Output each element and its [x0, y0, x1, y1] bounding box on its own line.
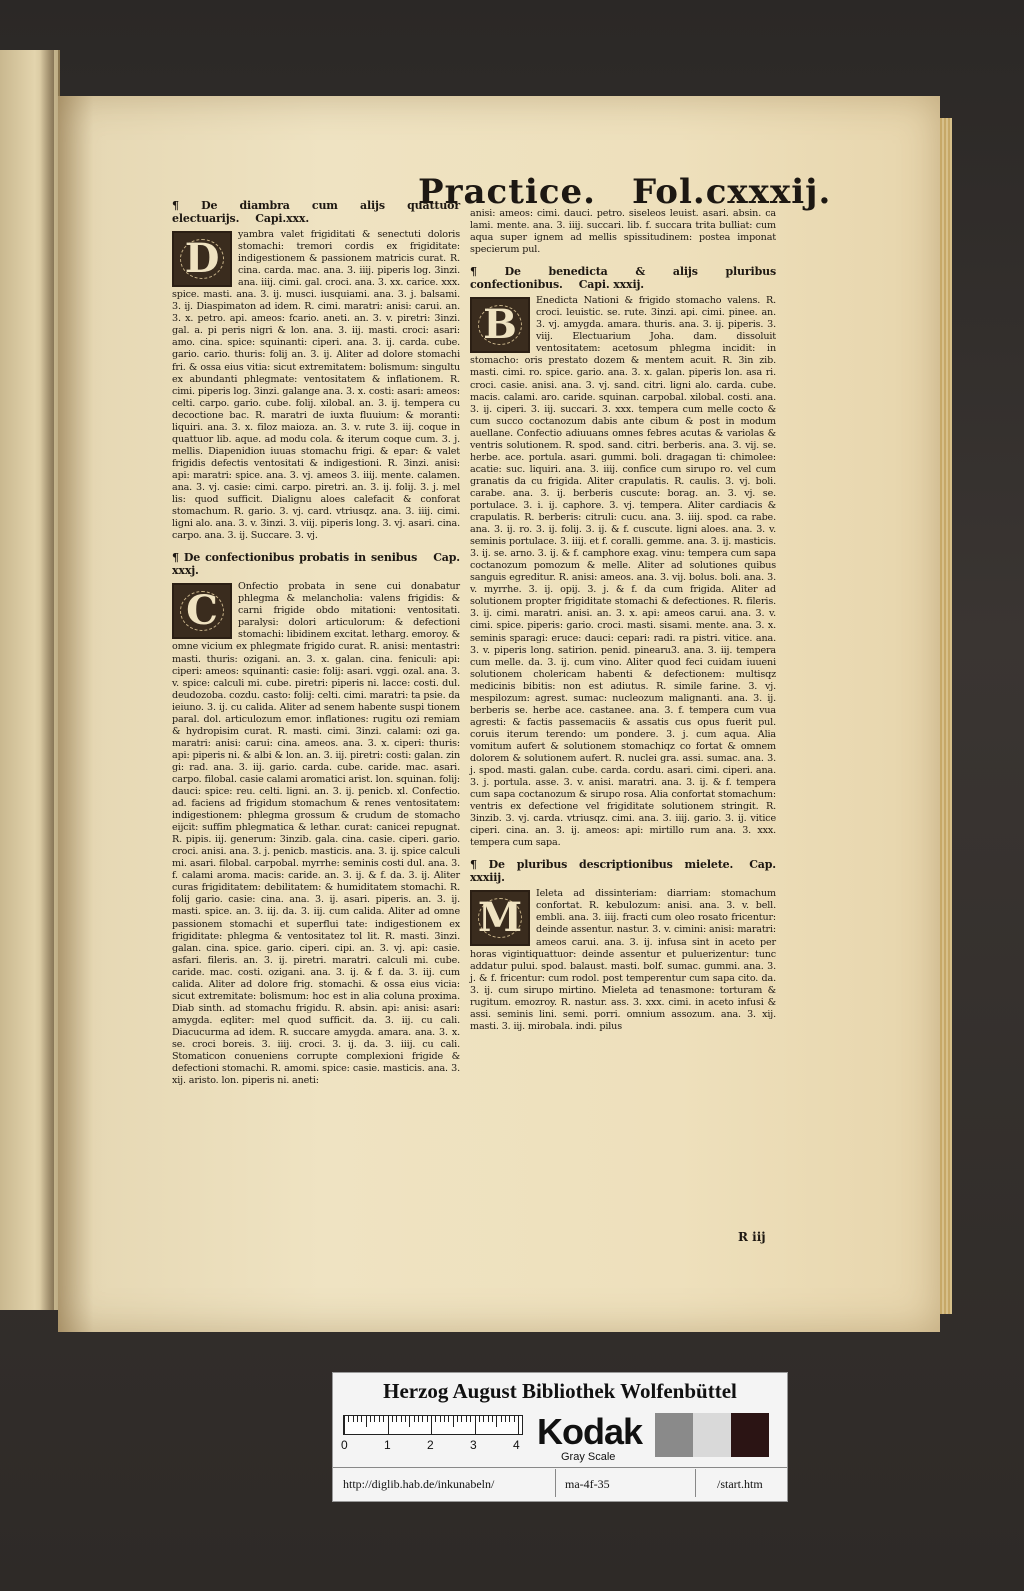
ruler-tick [361, 1416, 362, 1422]
body-paragraph [172, 581, 460, 1087]
gray-scale-label: Gray Scale [561, 1451, 616, 1463]
body-paragraph [470, 888, 776, 1033]
chapter-number: Capi. xxxij. [578, 277, 644, 291]
ruler-tick [379, 1416, 380, 1422]
body-paragraph [172, 229, 460, 542]
section-heading-text: De pluribus descriptionibus mielete. [488, 858, 734, 872]
ruler-tick [479, 1416, 480, 1422]
ruler-tick [514, 1416, 515, 1422]
paragraph-text: yambra valet frigiditati & senectuti doloris stomachi: tremori cordis ex frigiditate: indigestionem & passionem matricis curat. R. cina. carda. mac. ana. 3. iiij. piperis log. 3inzi. ana. iiij. cimi. gal. croci. ana. 3. xx. carice. xxx. spice. masti. ana. 3. ij. musci. iusquiami. ana. 3. j. balsami. 3. ij. Diaspimaton ad idem. R. cimi. maratri: anisi: carui. an. 3. x. petro. api. ameos: fcario. aneti. an. 3. v. piretri: 3inzi. gal. a. pi peris nigri & lon. ana. 3. iij. masti. croci: asari: amo. cina. spice: squinanti: ciperi. ana. 3. ij. carda. cube. gario. cario. thuris: folij an. 3. ij. Aliter ad dolore stomachi fri. & ossa eius vitia: sicut extremitatem: bolismum: singultu ex abundanti phlegmate: ventositatem & inflationem. R. cimi. piperis log. 3inzi. galange ana. 3. x. costi: asari: ameos: celti. carpo. gario. cube. folij. xilobal. an. 3. ij. tempera cu decoctione bac. R. maratri de iuxta fluuium: & moranti: liquiri. ana. 3. x. filoz maioza. an. 3. v. rute 3. iij. coque in quattuor lib. aque. ad modu cola. & iterum coque cum. 3. j. mellis. Diapenidion iuuas stomachu frigi. & epar: & valet frigidis defectis ventositati & indigestioni. R. 3inzi. anisi: api: maratri: spice. ana. 3. vj. ameos 3. iiij. mente. calamen. ana. 3. vj. casie: cimi. carpo. piretri. an. 3. ij. folij. 3. j. mel lis: quod sufficit. Dialignu aloes calefacit & conforat stomachum. R. gario. 3. vj. card. vtriusqz. ana. 3. iiij. cimi. ligni alo. ana. 3. v. 3inzi. 3. viij. piperis long. 3. vj. asari. cina. carpo. ana. 3. ij. Succare. 3. vj. [172, 229, 460, 542]
ruler-tick [492, 1416, 493, 1422]
decorated-initial [172, 231, 232, 287]
ruler-tick [518, 1416, 519, 1434]
ruler-label: 3 [470, 1438, 477, 1452]
ruler-tick [505, 1416, 506, 1422]
gray-patch [731, 1413, 769, 1457]
section-heading: ¶ De benedicta & alijs pluribus confectionibus. Capi. xxxij. [470, 265, 777, 291]
ruler-tick [388, 1416, 389, 1434]
paragraph-text: Enedicta Nationi & frigido stomacho valens. R. croci. leuistic. se. rute. 3inzi. api. cimi. pinee. an. 3. vj. amygda. amara. thuris. ana. 3. ij. piperis. 3. viij. Electuarium Joha. dam. dissoluit ventositatem: acetosum phlegma incidit: in stomacho: oris prestato dozem & mentem acuit. R. 3in zib. masti. cimi. ro. spice. gario. ana. 3. x. galan. piperis lon. asa ri. croci. casie. anisi. ana. 3. vj. sand. citri. ligni alo. carda. cube. macis. calami. aro. caride. squinan. carpobal. xilobal. costi. ana. 3. ij. ciperi. 3. iij. succari. 3. xxx. tempera cum melle cocto & cum succo coctanozum dabis ante cibum & post in modum auellane. Confectio adiuuans omnes febres acutas & variolas & ventris solutionem. R. spod. sand. citri. berberis. ana. 3. vij. se. herbe. ace. portula. asari. gummi. boli. dragagan ti: chimolee: acatie: suc. liquiri. ana. 3. iiij. confice cum sirupo ro. vel cum granatis da cu frigida. Aliter crapulatis. R. caulis. 3. vj. boli. carabe. ana. 3. ij. berberis cuscute: borag. an. 3. vj. se. portulace. 3. i. ij. caphore. 3. vj. tempera. Aliter cardiacis & crapulatis. R. berberis: citruli: cucu. ana. 3. iiij. spod. ca rabe. ana. 3. ij. ro. 3. ij. folij. 3. ij. & f. cuscute. ligni aloes. ana. 3. v. seminis portulace. 3. iiij. et f. coralli. gemme. ana. 3. ij. masticis. 3. ij. se. arno. 3. ij. & f. camphore exag. vinu: tempera cum sapa coctanozum pomozum & melle. Aliter ad solutiones quibus sanguis egreditur. R. anisi: ameos. ana. 3. vij. bolus. boli. ana. 3. v. myrrhe. 3. ij. opij. 3. j. & f. da cum frigida. Aliter ad solutionem propter frigiditate stomachi & defectiones. R. fileris. 3. ij. cimi. maratri. anisi. an. 3. x. api: ameos carui. ana. 3. v. cimi. spice. piperis: gario. croci. masti. sisami. mente. ana. 3. x. seminis sparagi: eruce: dauci: cepari: radi. ra pistri. vitice. ana. 3. v. piperis long. satirion. penid. pinearu3. ana. 3. iij. tempera cum melle. da. 3. ij. cum vino. Aliter quod feci cuidam iuueni solutionem cholericam habenti & defectionem: multisqz medicinis bibitis: non est adiutus. R. simile farine. 3. vj. mespilozum: agrest. sumac: nucleozum malignanti. ana. 3. ij. berberis se. herbe ace. castanee. ana. 3. f. tempera cum vua agresti: & factis passemaciis & assatis cus opus fuerit pul. coruis iterum terendo: um pondere. 3. j. cum aqua. Alia vomitum aufert & solutionem stomachiqz co fortat & omnem dolorem & solutionem aufert. R. nuclei gra. assi. sumac. ana. 3. j. spod. masti. galan. cube. carda. cordu. asari. cimi. ciperi. ana. 3. j. portula. asse. 3. v. anisi. maratri. ana. 3. ij. & f. tempera cum sapa coctanozum & sirupo rosa. Alia confortat stomachum: ventris ex defectione vel frigiditate solutionem stringit. R. 3inzib. 3. vj. carda. vtriusqz. cimi. ana. 3. iiij. gario. 3. ij. vitice ciperi. cina. an. 3. ij. ameos: api: mirtillo rum ana. 3. xxx. tempera cum sapa. [470, 295, 776, 849]
gray-patch [693, 1413, 731, 1457]
target-separator [555, 1469, 556, 1497]
initial-letter: B [483, 301, 517, 349]
section-heading: ¶ De pluribus descriptionibus mielete. Cap. xxxiij. [470, 858, 776, 884]
ruler-tick [475, 1416, 476, 1434]
ruler-tick [496, 1416, 497, 1427]
ruler-tick [383, 1416, 384, 1422]
target-separator [695, 1469, 696, 1497]
paragraph-text: anisi: ameos: cimi. dauci. petro. siseleos leuist. asari. absin. ca lami. mente. ana. 3. iiij. succari. lib. f. succara trita bulliat: cum aqua super ignem ad mellis spissitudinem: postea imponat specierum pul. [470, 208, 776, 256]
page-fold-shadow [40, 50, 54, 1310]
body-paragraph [470, 295, 776, 849]
ruler-tick [435, 1416, 436, 1422]
ruler-label: 4 [513, 1438, 520, 1452]
ruler-tick [374, 1416, 375, 1422]
left-page-edge [0, 50, 60, 1310]
paragraph-text: Onfectio probata in sene cui donabatur phlegma & melancholia: valens frigidis: & carni frigide obdo mitationi: ventositati. paralysi: dolori articulorum: & defectioni stomachi: libidinem excitat. letharg. emoroy. & omne vicium ex phlegmate frigido curat. R. anisi: mentastri: masti. thuris: ozigani. an. 3. x. galan. cina. feniculi: api: ciperi: ameos: squinanti: casie: folij: asari. vggi. ozal. ana. 3. v. spice: calculi mi. cube. piretri: piperis ni. lacce: costi. dul. deudozoba. cozdu. casto: folij: celti. cimi. maratri: ta psie. da ieiuno. 3. ij. cu calida. Aliter ad senem habente suspi tionem paral. dol. articulozum emor. inflationes: rugitu ozi remiam & hydropisim curat. R. masti. cimi. 3inzi. calami: ozi ga. maratri: anisi: carui: cina. ameos. ana. 3. x. ciperi: thuris: api: piperis ni. & albi & lon. an. 3. iij. piretri: costi: galan. zin gi: rad. ana. 3. iij. gario. carda. cube. caride. mac. asari. carpo. filobal. casie calami aromatici arist. lon. squinan. folij: dauci: spice: reu. celti. ligni. an. 3. ij. penicb. xl. Confectio. ad. faciens ad frigidum stomachum & renes ventositatem: indigestionem: phlegma grossum & crudum de stomacho eijcit: suffim phlegmatica & lethar. curat: canicei repugnat. R. pipis. iij. generum: 3inzib. gala. cina. casie. ciperi. gario. croci. anisi. ana. 3. j. penicb. masticis. ana. 3. ij. spice calculi mi. asari. filobal. carpobal. myrrhe: seminis costi dul. ana. 3. f. calami aroma. macis: caride. an. 3. ij. & f. da. 3. ij. Aliter curas frigiditatem: debilitatem: & humiditatem stomachi. R. folij gario. casie: cina. ana. 3. ij. asari. piperis. an. 3. ij. masti. spice. an. 3. iij. da. 3. iij. cum calida. Aliter ad omne passionem stomachi et superflui tate: indigestionem ex frigiditate: phlegma & ventositatez tol lit. R. masti. 3inzi. galan. cina. spice. gario. ciperi. cipi. an. 3. vj. api: casie. asfari. fileris. an. 3. ij. piretri. maratri. calculi mi. cube. caride. mac. costi. ozigani. ana. 3. ij. & f. da. 3. iij. cum calida. Aliter ad dolore frig. stomachi. & ossa eius vicia: sicut extremitate: bolismum: hoc est in alia coluna proxima. Diab sinth. ad stomachu frigidu. R. absin. api: anisi: asari: amygda. eqliter: mel quod sufficit. da. 3. iij. cu cali. Diacucurma ad idem. R. succare amygda. amara. ana. 3. x. se. croci boreis. 3. iiij. croci. 3. ij. da. 3. iiij. cu cali. Stomaticon conueniens corrupte complexioni frigide & defectioni stomachi. R. amomi. spice: casie. masticis. ana. 3. xij. aristo. lon. piperis ni. aneti: [172, 581, 460, 1087]
initial-letter: M [477, 894, 523, 942]
running-title: Practice. [418, 172, 597, 212]
decorated-initial [470, 890, 530, 946]
ruler-label: 0 [341, 1438, 348, 1452]
ruler-tick [392, 1416, 393, 1422]
ruler-tick [409, 1416, 410, 1427]
chapter-number: Cap. xxxj. [172, 551, 460, 577]
ruler-tick [466, 1416, 467, 1422]
paragraph-text: Ieleta ad dissinteriam: diarriam: stomachum confortat. R. kebulozum: anisi. ana. 3. v. bell. embli. ana. 3. iiij. fracti cum oleo rosato fricentur: deinde assentur. nastur. 3. v. cimini: anisi: maratri: ameos carui. ana. 3. ij. infusa sint in aceto per horas vigintiquattuor: deinde assentur et puluerizentur: tunc addatur pului. spod. balaust. masti. bolf. sumac. gummi. ana. 3. j. & f. fricentur: cum rodol. post temperentur cum sapa cito. da. 3. ij. cum sirupo mirtino. Mieleta ad tenasmone: torturam & rugitum. emozroy. R. nastur. ass. 3. xxx. cimi. in aceto infusi & assi. seminis lini. semi. porri. omnium assozum. ana. 3. xij. masti. 3. iij. mirobala. indi. pilus [470, 888, 776, 1032]
shelfmark: ma-4f-35 [565, 1477, 610, 1491]
section-heading-text: De benedicta & alijs pluribus confectionibus. [470, 265, 777, 291]
section-heading-text: De confectionibus probatis in senibus [183, 551, 418, 565]
ruler-tick [453, 1416, 454, 1427]
ruler-tick [357, 1416, 358, 1422]
text-column-right [470, 208, 776, 1043]
chapter-number: Capi.xxx. [255, 211, 310, 225]
ruler-tick [461, 1416, 462, 1422]
chapter-number: Cap. xxxiij. [470, 858, 776, 884]
gray-patch [655, 1413, 693, 1457]
ruler-tick [457, 1416, 458, 1422]
section-heading-text: De diambra cum alijs quattuor electuarijs. [172, 199, 461, 225]
institution-name: Herzog August Bibliothek Wolfenbüttel [383, 1379, 737, 1403]
ruler-tick [405, 1416, 406, 1422]
measurement-ruler [343, 1415, 523, 1435]
ruler-tick [470, 1416, 471, 1422]
ruler-tick [444, 1416, 445, 1422]
ruler-tick [344, 1416, 345, 1434]
section-heading: ¶ De confectionibus probatis in senibus Cap. xxxj. [172, 551, 460, 577]
kodak-logo: Kodak [537, 1411, 643, 1452]
ruler-label: 1 [384, 1438, 391, 1452]
ruler-tick [414, 1416, 415, 1422]
scan-target-card [332, 1372, 788, 1502]
signature-mark: R iij [738, 1230, 766, 1244]
ruler-labels [337, 1438, 527, 1454]
text-column-left [172, 200, 460, 1097]
ruler-tick [366, 1416, 367, 1427]
initial-letter: D [184, 235, 220, 282]
start-page-link: /start.htm [717, 1477, 763, 1491]
folio-number: Fol.cxxxij. [632, 172, 832, 212]
body-paragraph [470, 208, 776, 256]
ruler-tick [422, 1416, 423, 1422]
target-divider [333, 1467, 787, 1468]
ruler-tick [440, 1416, 441, 1422]
initial-letter: C [186, 587, 218, 635]
ruler-tick [396, 1416, 397, 1422]
section-heading: ¶ De diambra cum alijs quattuor electuarijs. Capi.xxx. [172, 199, 461, 225]
ruler-tick [353, 1416, 354, 1422]
digital-library-url: http://diglib.hab.de/inkunabeln/ [343, 1477, 495, 1491]
ruler-label: 2 [427, 1438, 434, 1452]
ruler-tick [348, 1416, 349, 1422]
decorated-initial [172, 583, 232, 639]
ruler-tick [509, 1416, 510, 1422]
ruler-tick [431, 1416, 432, 1434]
ruler-tick [401, 1416, 402, 1422]
ruler-tick [483, 1416, 484, 1422]
ruler-tick [418, 1416, 419, 1422]
ruler-tick [501, 1416, 502, 1422]
decorated-initial [470, 297, 530, 353]
ruler-tick [427, 1416, 428, 1422]
ruler-tick [488, 1416, 489, 1422]
ruler-tick [370, 1416, 371, 1422]
ruler-tick [448, 1416, 449, 1422]
